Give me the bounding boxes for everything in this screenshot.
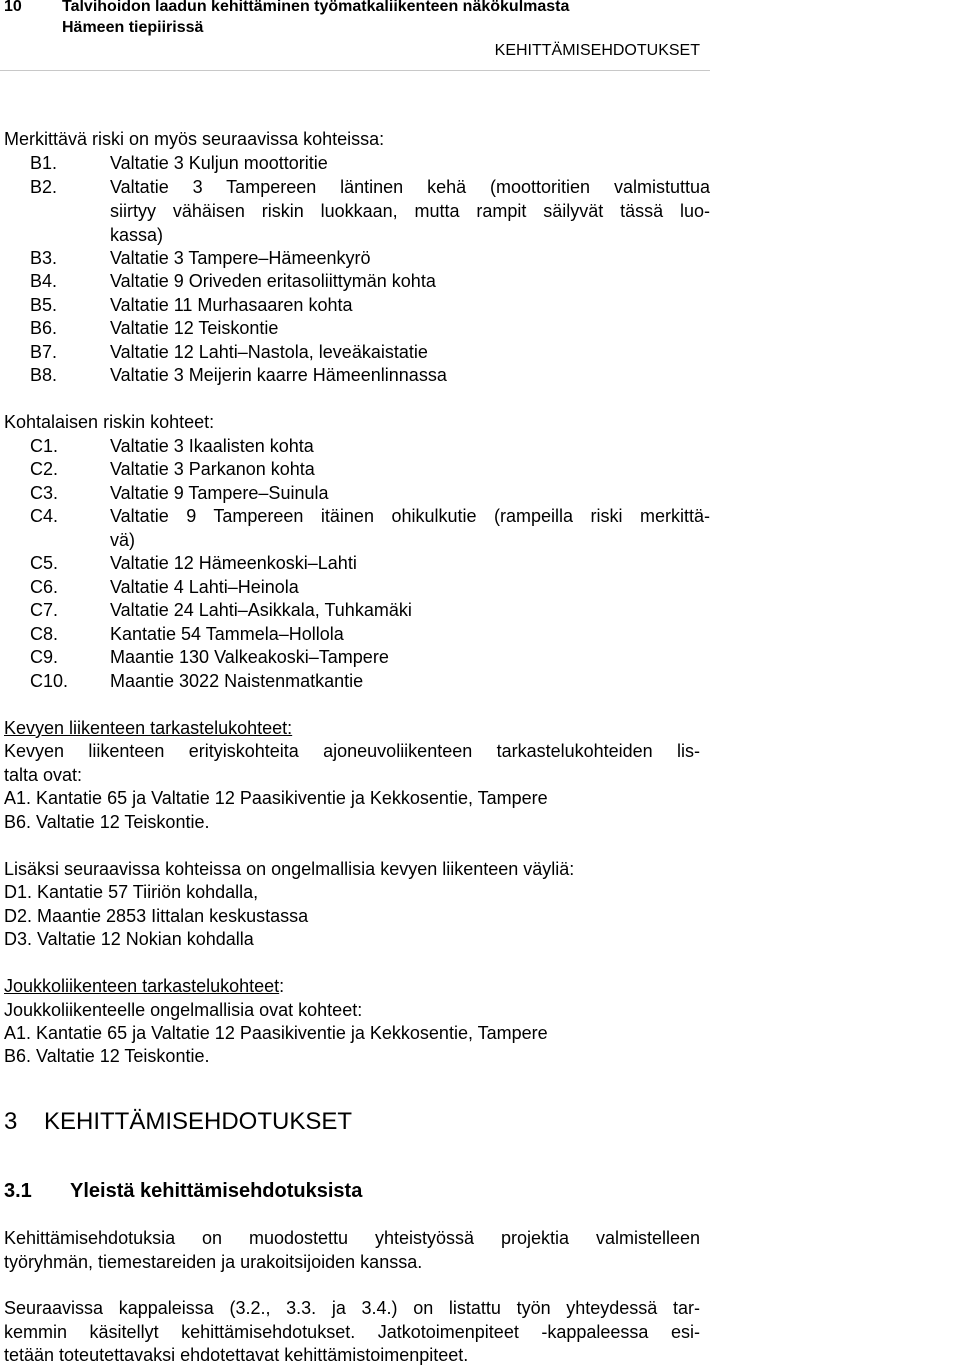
header-title-line2: Hämeen tiepiirissä — [62, 19, 204, 36]
kevyt-b6: B6. Valtatie 12 Teiskontie. — [4, 812, 210, 832]
joukko-b6: B6. Valtatie 12 Teiskontie. — [4, 1046, 210, 1066]
paragraph2-line1: Seuraavissa kappaleissa (3.2., 3.3. ja 3.4.) on listattu työn yhteydessä tar- — [4, 1298, 700, 1318]
page-number: 10 — [4, 0, 22, 15]
kevyt-paragraph-line2: talta ovat: — [4, 765, 83, 785]
page-header — [0, 0, 960, 72]
header-title-line1: Talvihoidon laadun kehittäminen työmatkaliikenteen näkökulmasta — [62, 0, 570, 15]
section-heading: 3.1 Yleistä kehittämisehdotuksista — [4, 1180, 363, 1202]
c-heading: Kohtalaisen riskin kohteet: — [4, 412, 215, 432]
joukko-heading: Joukkoliikenteen tarkastelukohteet: — [4, 976, 285, 996]
joukko-paragraph: Joukkoliikenteelle ongelmallisia ovat kohteet: — [4, 1000, 363, 1020]
header-divider — [0, 70, 710, 71]
document-page: 10 Talvihoidon laadun kehittäminen työmatkaliikenteen näkökulmasta Hämeen tiepiirissä KEHITTÄMISEHDOTUKSET Merkittävä riski on myös seuraavissa kohteissa: B1. Valtatie 3 Kuljun moottoritie B2. Valtatie 3 Tampereen läntinen kehä (moottoritien valmistuttua siirtyy vähäisen riskin luokkaan, mutta rampit säilyvät tässä luo- kassa) B3. Valtatie 3 Tampere–Hämeenkyrö B4. Valtatie 9 Oriveden eritasoliittymän kohta B5. Valtatie 11 Murhasaaren kohta B6. Valtatie 12 Teiskontie B7. Valtatie 12 Lahti–Nastola, leveäkaistatie B8. Valtatie 3 Meijerin kaarre Hämeenlinnassa Kohtalaisen riskin kohteet: C1. Valtatie 3 Ikaalisten kohta C2. Valtatie 3 Parkanon kohta C3. Valtatie 9 Tampere–Suinula C4. Valtatie 9 Tampereen itäinen ohikulkutie (rampeilla riski merkittä- vä) C5. Valtatie 12 Hämeenkoski–Lahti C6. Valtatie 4 Lahti–Heinola C7. Valtatie 24 Lahti–Asikkala, Tuhkamäki C8. Kantatie 54 Tammela–Hollola C9. Maantie 130 Valkeakoski–Tampere C10. Maantie 3022 Naistenmatkantie Kevyen liikenteen tarkastelukohteet: Kevyen liikenteen erityiskohteita ajoneuvoliikenteen tarkastelukohteiden lis- talta ovat: A1. Kantatie 65 ja Valtatie 12 Paasikiventie ja Kekkosentie, Tampere B6. Valtatie 12 Teiskontie. Lisäksi seuraavissa kohteissa on ongelmallisia kevyen liikenteen väyliä: D1. Kantatie 57 Tiiriön kohdalla, D2. Maantie 2853 Iittalan keskustassa D3. Valtatie 12 Nokian kohdalla Joukkoliikenteen tarkastelukohteet: Joukkoliikenteelle ongelmallisia ovat kohteet: A1. Kantatie 65 ja Valtatie 12 Paasikiventie ja Kekkosentie, Tampere B6. Valtatie 12 Teiskontie. 3 KEHITTÄMISEHDOTUKSET 3.1 Yleistä kehittämisehdotuksista Kehittämisehdotuksia on muodostettu yhteistyössä projektia valmistelleen työryhmän, tiemestareiden ja urakoitsijoiden kanssa. Seuraavissa kappaleissa (3.2., 3.3. ja 3.4.) on listattu työn yhteydessä tar- kemmin käsitellyt kehittämisehdotukset. Jatkotoimenpiteet -kappaleessa esi- tetään toteutettavaksi ehdotettavat kehittämistoimenpiteet. — [0, 0, 960, 1370]
paragraph2-line3: tetään toteutettavaksi ehdotettavat kehittämistoimenpiteet. — [4, 1345, 469, 1365]
kevyt-d2: D2. Maantie 2853 Iittalan keskustassa — [4, 906, 309, 926]
kevyt-d1: D1. Kantatie 57 Tiiriön kohdalla, — [4, 882, 259, 902]
kevyt-a1: A1. Kantatie 65 ja Valtatie 12 Paasikiventie ja Kekkosentie, Tampere — [4, 788, 548, 808]
paragraph1-line2: työryhmän, tiemestareiden ja urakoitsijoiden kanssa. — [4, 1252, 423, 1272]
intro-text: Merkittävä riski on myös seuraavissa kohteissa: — [4, 129, 385, 149]
kevyt-lisaksi: Lisäksi seuraavissa kohteissa on ongelmallisia kevyen liikenteen väyliä: — [4, 859, 575, 879]
kevyt-heading: Kevyen liikenteen tarkastelukohteet: — [4, 718, 293, 738]
joukko-a1: A1. Kantatie 65 ja Valtatie 12 Paasikiventie ja Kekkosentie, Tampere — [4, 1023, 548, 1043]
chapter-heading: 3 KEHITTÄMISEHDOTUKSET — [4, 1108, 353, 1135]
kevyt-paragraph-line1: Kevyen liikenteen erityiskohteita ajoneuvoliikenteen tarkastelukohteiden lis- — [4, 741, 700, 761]
kevyt-d3: D3. Valtatie 12 Nokian kohdalla — [4, 929, 254, 949]
header-section: KEHITTÄMISEHDOTUKSET — [494, 42, 700, 59]
paragraph2-line2: kemmin käsitellyt kehittämisehdotukset. Jatkotoimenpiteet -kappaleessa esi- — [4, 1322, 700, 1342]
paragraph1-line1: Kehittämisehdotuksia on muodostettu yhteistyössä projektia valmistelleen — [4, 1228, 700, 1248]
